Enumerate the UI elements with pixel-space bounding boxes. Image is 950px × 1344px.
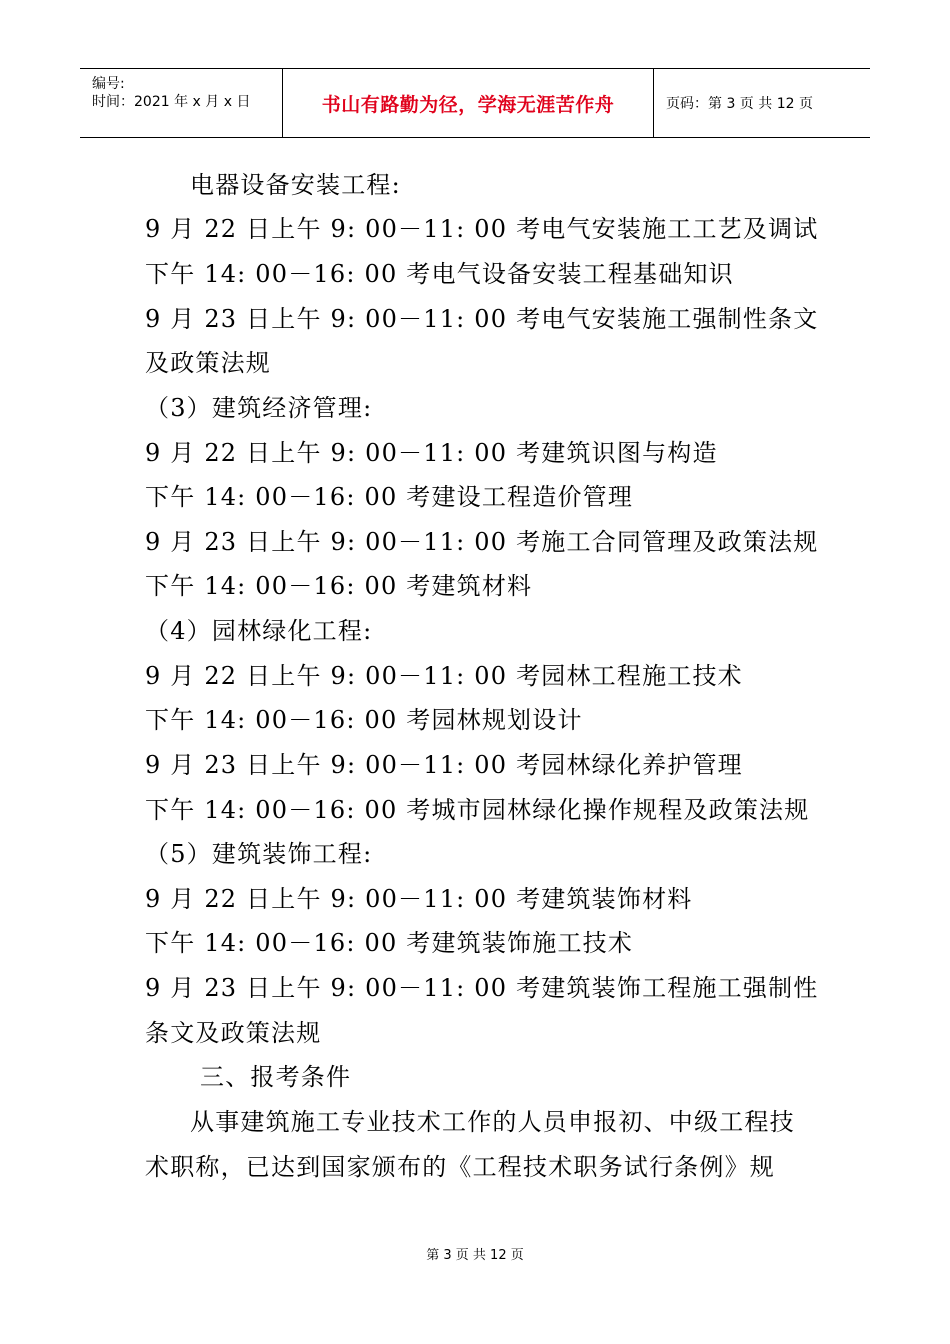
body-line: 9 月 23 日上午 9: 00－11: 00 考电气安装施工强制性条文: [145, 305, 819, 333]
body-line: 下午 14: 00－16: 00 考建筑装饰施工技术: [145, 929, 634, 957]
body-line: 下午 14: 00－16: 00 考建筑材料: [145, 572, 533, 600]
body-line: 9 月 22 日上午 9: 00－11: 00 考建筑识图与构造: [145, 439, 718, 467]
body-line: 及政策法规: [145, 349, 271, 377]
body-line: 9 月 23 日上午 9: 00－11: 00 考园林绿化养护管理: [145, 751, 743, 779]
body-line: 9 月 22 日上午 9: 00－11: 00 考电气安装施工工艺及调试: [145, 215, 819, 243]
body-line: （4）园林绿化工程:: [145, 617, 373, 645]
header-page-info: 页码：第 3 页 共 12 页: [666, 96, 813, 112]
body-line: 术职称，已达到国家颁布的《工程技术职务试行条例》规: [145, 1153, 775, 1181]
document-code-label: 编号:: [92, 76, 125, 92]
page-footer: 第 3 页 共 12 页: [426, 1248, 524, 1263]
header-center-cell: [283, 69, 654, 137]
header-right-cell: [654, 69, 870, 137]
header-left-cell: [80, 69, 283, 137]
body-line: 9 月 22 日上午 9: 00－11: 00 考园林工程施工技术: [145, 662, 743, 690]
body-line: 下午 14: 00－16: 00 考城市园林绿化操作规程及政策法规: [145, 796, 810, 824]
page-header: [80, 68, 870, 138]
body-line: 下午 14: 00－16: 00 考电气设备安装工程基础知识: [145, 260, 734, 288]
body-line: （5）建筑装饰工程:: [145, 840, 373, 868]
body-line: 条文及政策法规: [145, 1019, 322, 1047]
body-line: 9 月 22 日上午 9: 00－11: 00 考建筑装饰材料: [145, 885, 693, 913]
body-line: 电器设备安装工程:: [190, 171, 401, 199]
body-line: 下午 14: 00－16: 00 考建设工程造价管理: [145, 483, 634, 511]
document-date-label: 时间：2021 年 x 月 x 日: [92, 94, 251, 110]
header-motto: 书山有路勤为径，学海无涯苦作舟: [321, 93, 615, 116]
body-line: 下午 14: 00－16: 00 考园林规划设计: [145, 706, 583, 734]
section-heading: 三、报考条件: [200, 1063, 352, 1091]
body-line: 9 月 23 日上午 9: 00－11: 00 考建筑装饰工程施工强制性: [145, 974, 819, 1002]
body-line: 9 月 23 日上午 9: 00－11: 00 考施工合同管理及政策法规: [145, 528, 819, 556]
body-line: 从事建筑施工专业技术工作的人员申报初、中级工程技: [190, 1108, 795, 1136]
body-line: （3）建筑经济管理:: [145, 394, 373, 422]
